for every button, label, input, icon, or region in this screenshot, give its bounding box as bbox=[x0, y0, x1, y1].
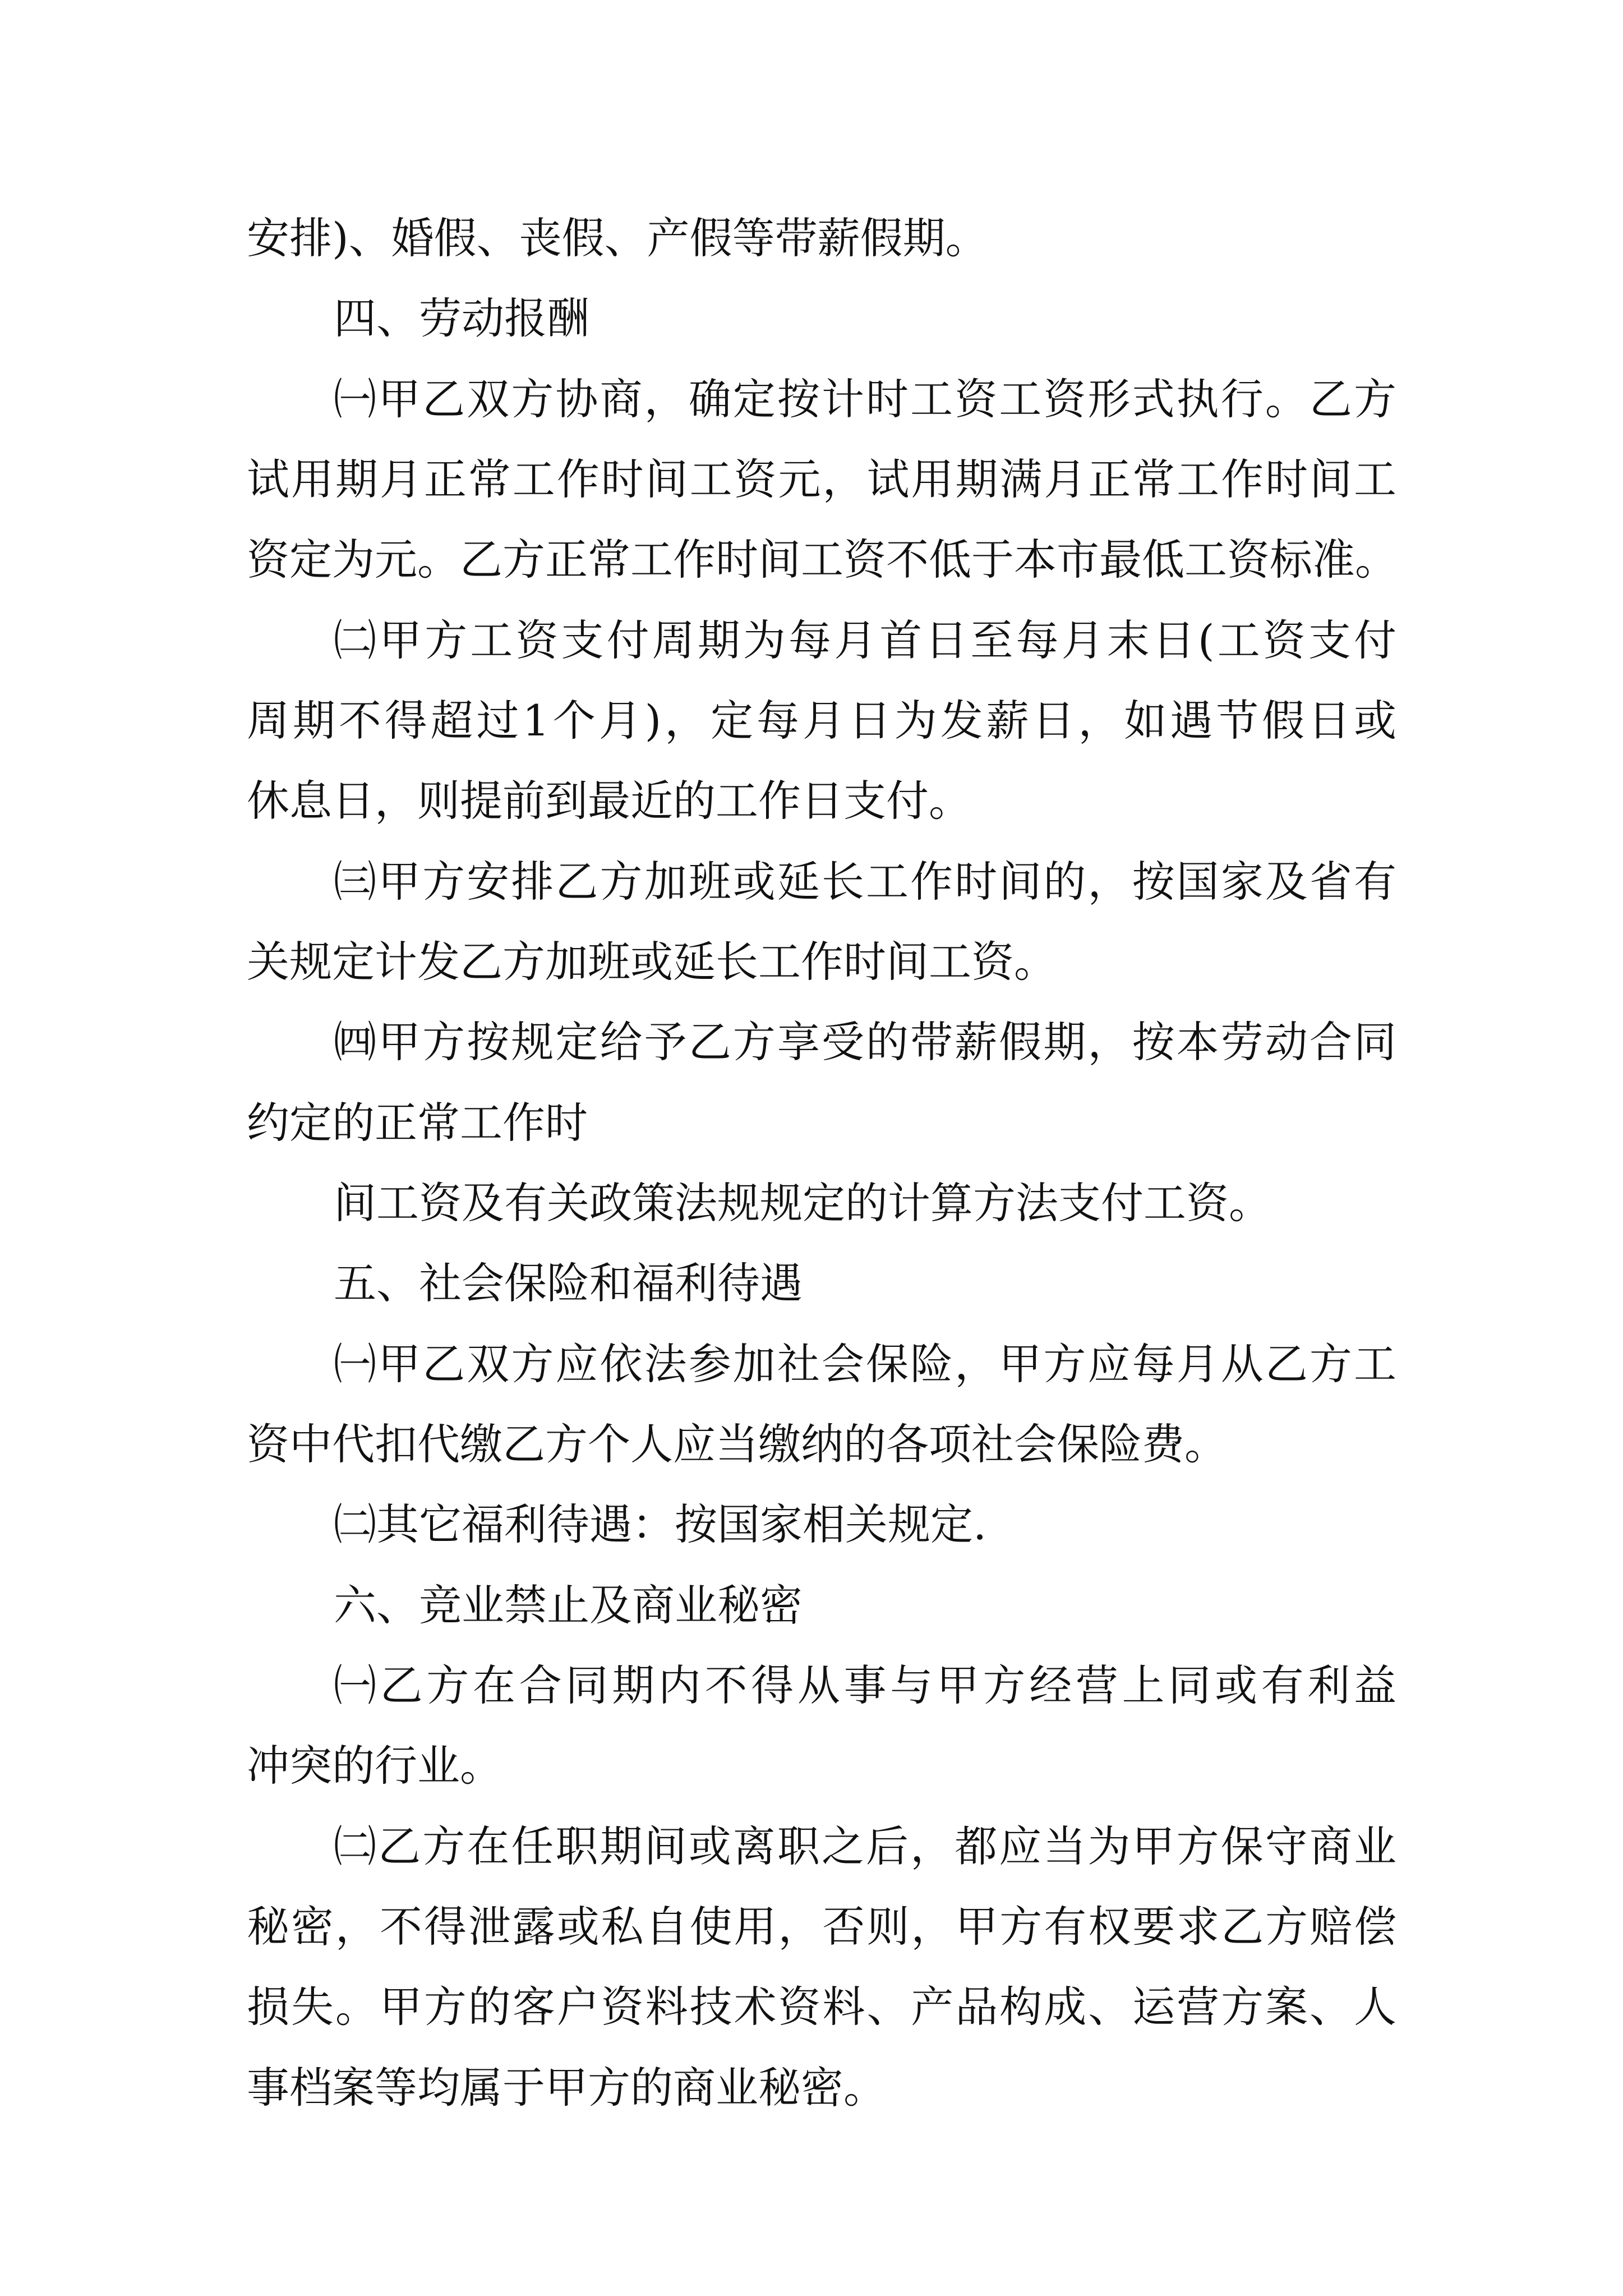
text-line: ㈢甲方安排乙方加班或延长工作时间的，按国家及省有 bbox=[334, 857, 1396, 907]
text-line: 试用期月正常工作时间工资元，试用期满月正常工作时间工 bbox=[247, 454, 1396, 504]
text-line: 损失。甲方的客户资料技术资料、产品构成、运营方案、人 bbox=[247, 1982, 1396, 2032]
text-line: 周期不得超过1个月)，定每月日为发薪日，如遇节假日或 bbox=[247, 696, 1396, 746]
text-line: 事档案等均属于甲方的商业秘密。 bbox=[247, 2063, 886, 2113]
text-line: 休息日，则提前到最近的工作日支付。 bbox=[247, 776, 971, 826]
text-line: ㈡乙方在任职期间或离职之后，都应当为甲方保守商业 bbox=[334, 1821, 1396, 1871]
section-heading: 四、劳动报酬 bbox=[334, 293, 589, 343]
text-line: 约定的正常工作时 bbox=[247, 1098, 588, 1148]
text-line: ㈠甲乙双方协商，确定按计时工资工资形式执行。乙方 bbox=[334, 374, 1396, 424]
text-line: 秘密，不得泄露或私自使用，否则，甲方有权要求乙方赔偿 bbox=[247, 1902, 1396, 1952]
text-line: 安排)、婚假、丧假、产假等带薪假期。 bbox=[247, 213, 988, 263]
text-line: 资中代扣代缴乙方个人应当缴纳的各项社会保险费。 bbox=[247, 1419, 1227, 1469]
text-line: 冲突的行业。 bbox=[247, 1741, 502, 1791]
text-line: ㈡甲方工资支付周期为每月首日至每月末日(工资支付 bbox=[334, 615, 1396, 665]
text-line: ㈠乙方在合同期内不得从事与甲方经营上同或有利益 bbox=[334, 1660, 1396, 1710]
text-line: 资定为元。乙方正常工作时间工资不低于本市最低工资标准。 bbox=[247, 535, 1398, 585]
text-line: ㈣甲方按规定给予乙方享受的带薪假期，按本劳动合同 bbox=[334, 1017, 1396, 1067]
text-line: ㈠甲乙双方应依法参加社会保险，甲方应每月从乙方工 bbox=[334, 1339, 1396, 1389]
text-line: ㈡其它福利待遇：按国家相关规定. bbox=[334, 1499, 987, 1549]
text-line: 关规定计发乙方加班或延长工作时间工资。 bbox=[247, 937, 1057, 987]
section-heading: 五、社会保险和福利待遇 bbox=[334, 1258, 803, 1308]
section-heading: 六、竞业禁止及商业秘密 bbox=[334, 1580, 803, 1630]
text-line: 间工资及有关政策法规规定的计算方法支付工资。 bbox=[334, 1178, 1271, 1228]
